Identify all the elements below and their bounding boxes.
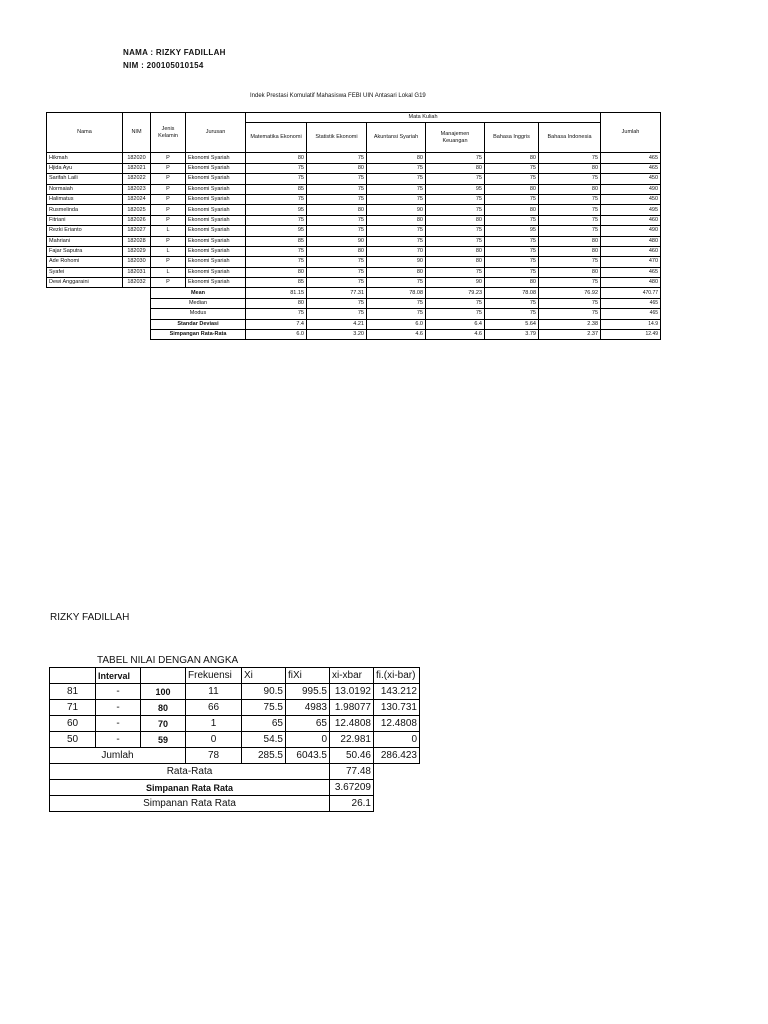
interval-row [50, 732, 420, 748]
student-major: Ekonomi Syariah [186, 163, 246, 173]
jumlah-fixi: 6043.5 [286, 748, 330, 764]
blank-cell [374, 780, 420, 796]
score-cell: 80 [246, 267, 307, 277]
row-total: 470 [601, 257, 661, 267]
stat-value: 2.37 [539, 330, 601, 340]
stat-value: 75 [426, 298, 485, 308]
student-name: Rezki Erianto [47, 226, 123, 236]
ipk-table [46, 112, 661, 340]
stat-row [47, 288, 661, 298]
course-header: Statistik Ekonomi [307, 123, 367, 153]
score-cell: 75 [307, 194, 367, 204]
interval-dash: - [96, 700, 141, 716]
interval-row [50, 716, 420, 732]
student-major: Ekonomi Syariah [186, 153, 246, 163]
student-gender: P [151, 194, 186, 204]
score-cell: 80 [426, 257, 485, 267]
simpanan-rata-rata-label: Simpanan Rata Rata [50, 780, 330, 796]
score-cell: 75 [485, 246, 539, 256]
course-header: Bahasa Indonesia [539, 123, 601, 153]
score-cell: 75 [485, 267, 539, 277]
student-major: Ekonomi Syariah [186, 267, 246, 277]
student-major: Ekonomi Syariah [186, 236, 246, 246]
interval-low: 60 [50, 716, 96, 732]
stat-value: 75 [307, 309, 367, 319]
student-gender: P [151, 205, 186, 215]
interval-low: 71 [50, 700, 96, 716]
student-major: Ekonomi Syariah [186, 226, 246, 236]
row-total: 465 [601, 153, 661, 163]
stat-value: 75 [539, 309, 601, 319]
score-cell: 75 [426, 226, 485, 236]
header-blank [50, 668, 96, 684]
course-header: Manajemen Keuangan [426, 123, 485, 153]
header-xi-xbar: xi-xbar [330, 668, 374, 684]
table-row [47, 153, 661, 163]
xi-xbar-value: 13.0192 [330, 684, 374, 700]
score-cell: 75 [367, 174, 426, 184]
simpanan-rata-rata-2-label: Simpanan Rata Rata [50, 796, 330, 812]
score-cell: 70 [367, 246, 426, 256]
student-major: Ekonomi Syariah [186, 205, 246, 215]
score-cell: 80 [539, 267, 601, 277]
stat-label: Modus [151, 309, 246, 319]
xi-value: 65 [242, 716, 286, 732]
jumlah-label: Jumlah [50, 748, 186, 764]
xi-xbar-value: 1.98077 [330, 700, 374, 716]
score-cell: 75 [367, 163, 426, 173]
interval-high: 59 [141, 732, 186, 748]
score-cell: 75 [539, 257, 601, 267]
score-cell: 75 [539, 205, 601, 215]
student-gender: P [151, 184, 186, 194]
stat-label: Standar Deviasi [151, 319, 246, 329]
header-xi: Xi [242, 668, 286, 684]
score-cell: 75 [246, 257, 307, 267]
stat-value: 3.79 [485, 330, 539, 340]
score-cell: 95 [485, 226, 539, 236]
jumlah-xi-xbar: 50.46 [330, 748, 374, 764]
blank-cell [47, 319, 151, 329]
score-cell: 75 [539, 215, 601, 225]
score-cell: 75 [485, 215, 539, 225]
score-cell: 75 [426, 205, 485, 215]
xi-xbar-value: 12.4808 [330, 716, 374, 732]
student-major: Ekonomi Syariah [186, 246, 246, 256]
col-header-mata-kuliah: Mata Kuliah [246, 113, 601, 123]
stat-value: 6.0 [246, 330, 307, 340]
interval-high: 100 [141, 684, 186, 700]
student-name: Halimatus [47, 194, 123, 204]
score-cell: 90 [426, 278, 485, 288]
fixi-value: 995.5 [286, 684, 330, 700]
stat-total: 465 [601, 309, 661, 319]
frekuensi-value: 0 [186, 732, 242, 748]
score-cell: 80 [539, 184, 601, 194]
table-row [47, 278, 661, 288]
student-gender: P [151, 215, 186, 225]
student-nim: 182031 [123, 267, 151, 277]
xi-value: 75.5 [242, 700, 286, 716]
interval-row [50, 684, 420, 700]
simpanan-rata-rata-2-value: 26.1 [330, 796, 374, 812]
rata-rata-value: 77.48 [330, 764, 374, 780]
frequency-table-title: TABEL NILAI DENGAN ANGKA [97, 655, 239, 666]
stat-value: 5.64 [485, 319, 539, 329]
table-row [47, 257, 661, 267]
score-cell: 80 [426, 246, 485, 256]
score-cell: 75 [307, 257, 367, 267]
score-cell: 75 [367, 236, 426, 246]
xi-xbar-value: 22.981 [330, 732, 374, 748]
interval-low: 81 [50, 684, 96, 700]
stat-value: 80 [246, 298, 307, 308]
score-cell: 80 [307, 163, 367, 173]
student-name: Mahriani [47, 236, 123, 246]
blank-cell [47, 298, 151, 308]
score-cell: 75 [307, 153, 367, 163]
jumlah-row [50, 748, 420, 764]
interval-row [50, 700, 420, 716]
stat-value: 79.23 [426, 288, 485, 298]
course-header: Matematika Ekonomi [246, 123, 307, 153]
stat-value: 76.92 [539, 288, 601, 298]
score-cell: 75 [539, 153, 601, 163]
student-nim: 182027 [123, 226, 151, 236]
interval-dash: - [96, 716, 141, 732]
header-interval: Interval [96, 668, 141, 684]
student-gender: L [151, 226, 186, 236]
stat-value: 4.6 [426, 330, 485, 340]
score-cell: 80 [307, 246, 367, 256]
fixi-value: 65 [286, 716, 330, 732]
frekuensi-value: 66 [186, 700, 242, 716]
row-total: 460 [601, 246, 661, 256]
score-cell: 75 [485, 257, 539, 267]
score-cell: 75 [246, 174, 307, 184]
stat-row [47, 298, 661, 308]
row-total: 450 [601, 194, 661, 204]
stat-value: 75 [246, 309, 307, 319]
jumlah-xi: 285.5 [242, 748, 286, 764]
table-row [47, 226, 661, 236]
student-nim: 182028 [123, 236, 151, 246]
score-cell: 75 [307, 215, 367, 225]
blank-cell [374, 796, 420, 812]
score-cell: 75 [426, 236, 485, 246]
student-major: Ekonomi Syariah [186, 194, 246, 204]
score-cell: 80 [426, 163, 485, 173]
score-cell: 75 [485, 163, 539, 173]
score-cell: 75 [246, 246, 307, 256]
simpanan-rata-rata-row [50, 780, 420, 796]
row-total: 450 [601, 174, 661, 184]
stat-value: 3.20 [307, 330, 367, 340]
table-row [47, 236, 661, 246]
student-major: Ekonomi Syariah [186, 174, 246, 184]
blank-cell [47, 330, 151, 340]
student-nim: 182025 [123, 205, 151, 215]
score-cell: 80 [367, 215, 426, 225]
stat-value: 75 [485, 309, 539, 319]
row-total: 465 [601, 163, 661, 173]
score-cell: 75 [539, 194, 601, 204]
score-cell: 75 [246, 194, 307, 204]
section2-author-name: RIZKY FADILLAH [50, 612, 130, 623]
student-gender: P [151, 278, 186, 288]
fi-xi-bar-value: 130.731 [374, 700, 420, 716]
stat-label: Simpangan Rata-Rata [151, 330, 246, 340]
score-cell: 75 [307, 184, 367, 194]
table-row [47, 174, 661, 184]
simpanan-rata-rata-value: 3.67209 [330, 780, 374, 796]
stat-value: 75 [307, 298, 367, 308]
student-nim: 182024 [123, 194, 151, 204]
row-total: 490 [601, 184, 661, 194]
score-cell: 75 [367, 194, 426, 204]
stat-label: Median [151, 298, 246, 308]
row-total: 460 [601, 215, 661, 225]
frekuensi-value: 11 [186, 684, 242, 700]
student-gender: P [151, 257, 186, 267]
stat-value: 4.21 [307, 319, 367, 329]
table1-title: Indek Prestasi Komulatif Mahasiswa FEBI UIN Antasari Lokal G19 [250, 93, 426, 99]
score-cell: 75 [246, 215, 307, 225]
score-cell: 75 [539, 174, 601, 184]
student-name-line: NAMA : RIZKY FADILLAH [123, 48, 226, 57]
stat-total: 14.9 [601, 319, 661, 329]
student-gender: P [151, 153, 186, 163]
student-gender: P [151, 236, 186, 246]
score-cell: 80 [426, 215, 485, 225]
interval-dash: - [96, 684, 141, 700]
student-nim: 182022 [123, 174, 151, 184]
score-cell: 75 [426, 153, 485, 163]
stat-row [47, 330, 661, 340]
score-cell: 95 [246, 226, 307, 236]
interval-low: 50 [50, 732, 96, 748]
student-name: Dewi Anggaraini [47, 278, 123, 288]
score-cell: 80 [367, 267, 426, 277]
student-nim: 182032 [123, 278, 151, 288]
score-cell: 75 [426, 267, 485, 277]
table-row [47, 194, 661, 204]
student-major: Ekonomi Syariah [186, 278, 246, 288]
stat-value: 6.4 [426, 319, 485, 329]
header-fixi: fiXi [286, 668, 330, 684]
score-cell: 75 [485, 236, 539, 246]
col-header-jenis-kelamin: Jenis Kelamin [151, 113, 186, 153]
row-total: 495 [601, 205, 661, 215]
student-nim-line: NIM : 200105010154 [123, 61, 204, 70]
score-cell: 90 [367, 205, 426, 215]
score-cell: 75 [367, 226, 426, 236]
course-header: Bahasa Inggris [485, 123, 539, 153]
student-name: Rusmelinda [47, 205, 123, 215]
score-cell: 75 [307, 267, 367, 277]
score-cell: 80 [367, 153, 426, 163]
blank-cell [47, 288, 151, 298]
table-row [47, 205, 661, 215]
stat-value: 75 [539, 298, 601, 308]
table-row [47, 246, 661, 256]
stat-value: 77.31 [307, 288, 367, 298]
student-name: Fajar Saputra [47, 246, 123, 256]
stat-value: 2.38 [539, 319, 601, 329]
frekuensi-value: 1 [186, 716, 242, 732]
score-cell: 75 [307, 226, 367, 236]
fi-xi-bar-value: 12.4808 [374, 716, 420, 732]
score-cell: 75 [539, 226, 601, 236]
table-row [47, 184, 661, 194]
score-cell: 85 [246, 184, 307, 194]
col-header-nama: Nama [47, 113, 123, 153]
stat-value: 75 [367, 298, 426, 308]
stat-total: 12.49 [601, 330, 661, 340]
student-nim: 182029 [123, 246, 151, 256]
score-cell: 90 [307, 236, 367, 246]
stat-value: 78.08 [367, 288, 426, 298]
fixi-value: 4983 [286, 700, 330, 716]
stat-value: 4.6 [367, 330, 426, 340]
table-row [47, 215, 661, 225]
score-cell: 80 [307, 205, 367, 215]
course-header: Akuntansi Syariah [367, 123, 426, 153]
student-nim: 182026 [123, 215, 151, 225]
student-major: Ekonomi Syariah [186, 184, 246, 194]
stat-value: 7.4 [246, 319, 307, 329]
score-cell: 80 [485, 278, 539, 288]
score-cell: 75 [367, 184, 426, 194]
col-header-jurusan: Jurusan [186, 113, 246, 153]
interval-high: 70 [141, 716, 186, 732]
score-cell: 75 [426, 174, 485, 184]
student-name: Ade Rohomi [47, 257, 123, 267]
row-total: 490 [601, 226, 661, 236]
score-cell: 75 [539, 278, 601, 288]
student-name: Normaiah [47, 184, 123, 194]
student-nim: 182030 [123, 257, 151, 267]
student-name: Hikmah [47, 153, 123, 163]
stat-value: 81.15 [246, 288, 307, 298]
score-cell: 75 [485, 174, 539, 184]
col-header-nim: NIM [123, 113, 151, 153]
score-cell: 75 [367, 278, 426, 288]
xi-value: 54.5 [242, 732, 286, 748]
stat-label: Mean [151, 288, 246, 298]
score-cell: 85 [246, 278, 307, 288]
score-cell: 75 [246, 163, 307, 173]
simpanan-rata-rata-2-row [50, 796, 420, 812]
score-cell: 80 [485, 153, 539, 163]
score-cell: 80 [539, 246, 601, 256]
col-header-jumlah: Jumlah [601, 113, 661, 153]
score-cell: 75 [307, 278, 367, 288]
student-gender: L [151, 246, 186, 256]
jumlah-frekuensi: 78 [186, 748, 242, 764]
student-nim: 182020 [123, 153, 151, 163]
interval-dash: - [96, 732, 141, 748]
score-cell: 80 [246, 153, 307, 163]
student-nim: 182023 [123, 184, 151, 194]
interval-high: 80 [141, 700, 186, 716]
student-nim: 182021 [123, 163, 151, 173]
stat-value: 75 [367, 309, 426, 319]
student-gender: L [151, 267, 186, 277]
stat-row [47, 319, 661, 329]
table-row [47, 267, 661, 277]
student-gender: P [151, 174, 186, 184]
blank-cell [374, 764, 420, 780]
score-cell: 75 [307, 174, 367, 184]
stat-value: 78.08 [485, 288, 539, 298]
blank-cell [47, 309, 151, 319]
student-name: Sarifah Laili [47, 174, 123, 184]
score-cell: 95 [246, 205, 307, 215]
xi-value: 90.5 [242, 684, 286, 700]
row-total: 465 [601, 267, 661, 277]
student-major: Ekonomi Syariah [186, 257, 246, 267]
stat-value: 75 [485, 298, 539, 308]
stat-value: 75 [426, 309, 485, 319]
row-total: 480 [601, 278, 661, 288]
score-cell: 95 [426, 184, 485, 194]
stat-total: 465 [601, 298, 661, 308]
table-row [47, 163, 661, 173]
stat-total: 470.77 [601, 288, 661, 298]
rata-rata-label: Rata-Rata [50, 764, 330, 780]
score-cell: 90 [367, 257, 426, 267]
score-cell: 80 [539, 163, 601, 173]
score-cell: 80 [485, 184, 539, 194]
jumlah-fi-xi-bar: 286.423 [374, 748, 420, 764]
row-total: 480 [601, 236, 661, 246]
fixi-value: 0 [286, 732, 330, 748]
rata-rata-row [50, 764, 420, 780]
fi-xi-bar-value: 143.212 [374, 684, 420, 700]
header-frekuensi: Frekuensi [186, 668, 242, 684]
frequency-table [49, 667, 420, 812]
header-fi-xi-bar: fi.(xi-bar) [374, 668, 420, 684]
fi-xi-bar-value: 0 [374, 732, 420, 748]
header-blank [141, 668, 186, 684]
student-name: Syafei [47, 267, 123, 277]
student-name: Fitriani [47, 215, 123, 225]
stat-row [47, 309, 661, 319]
student-gender: P [151, 163, 186, 173]
score-cell: 80 [485, 205, 539, 215]
student-name: Hjida Ayu [47, 163, 123, 173]
score-cell: 75 [426, 194, 485, 204]
score-cell: 75 [485, 194, 539, 204]
score-cell: 80 [539, 236, 601, 246]
score-cell: 85 [246, 236, 307, 246]
student-major: Ekonomi Syariah [186, 215, 246, 225]
stat-value: 6.0 [367, 319, 426, 329]
